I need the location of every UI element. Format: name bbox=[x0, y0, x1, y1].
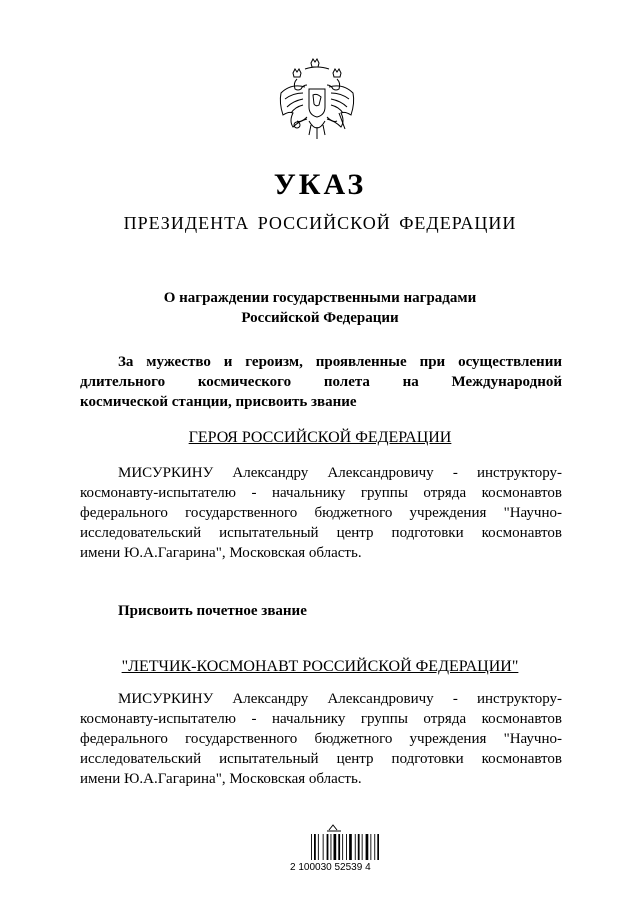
decree-heading-line: О награждении государственными наградами bbox=[163, 290, 477, 306]
recipient-line: имени Ю.А.Гагарина", Московская область. bbox=[80, 771, 362, 787]
recipient-paragraph-1 bbox=[80, 463, 562, 563]
barcode-icon bbox=[307, 822, 379, 862]
section-2-line: Присвоить почетное звание bbox=[118, 603, 307, 619]
decree-heading bbox=[80, 288, 560, 328]
preamble-line: космической станции, присвоить звание bbox=[80, 394, 357, 410]
recipient-line: МИСУРКИНУ Александру Александровичу - инструктору- bbox=[118, 691, 562, 707]
decree-heading-line: Российской Федерации bbox=[241, 310, 399, 326]
recipient-line: имени Ю.А.Гагарина", Московская область. bbox=[80, 545, 362, 561]
state-emblem-icon bbox=[275, 55, 359, 150]
recipient-line: исследовательский испытательный центр подготовки космонавтов bbox=[80, 525, 562, 541]
recipient-paragraph-2 bbox=[80, 689, 562, 789]
section-2-heading bbox=[80, 601, 562, 621]
award-title-cosmonaut: "ЛЕТЧИК-КОСМОНАВТ РОССИЙСКОЙ ФЕДЕРАЦИИ" bbox=[121, 658, 519, 675]
recipient-line: космонавту-испытателю - начальнику группы отряда космонавтов bbox=[80, 711, 562, 727]
recipient-line: МИСУРКИНУ Александру Александровичу - инструктору- bbox=[118, 465, 562, 481]
document-title: УКАЗ bbox=[273, 168, 367, 201]
preamble-line: длительного космического полета на Международной bbox=[80, 374, 562, 390]
award-title-hero: ГЕРОЯ РОССИЙСКОЙ ФЕДЕРАЦИИ bbox=[188, 429, 452, 446]
document-subtitle: ПРЕЗИДЕНТА РОССИЙСКОЙ ФЕДЕРАЦИИ bbox=[123, 213, 517, 233]
barcode-number: 2 100030 52539 4 bbox=[290, 862, 371, 873]
preamble bbox=[80, 352, 562, 412]
preamble-line: За мужество и героизм, проявленные при осуществлении bbox=[118, 354, 562, 370]
recipient-line: космонавту-испытателю - начальнику группы отряда космонавтов bbox=[80, 485, 562, 501]
recipient-line: федерального государственного бюджетного учреждения "Научно- bbox=[80, 505, 562, 521]
recipient-line: исследовательский испытательный центр подготовки космонавтов bbox=[80, 751, 562, 767]
recipient-line: федерального государственного бюджетного учреждения "Научно- bbox=[80, 731, 562, 747]
